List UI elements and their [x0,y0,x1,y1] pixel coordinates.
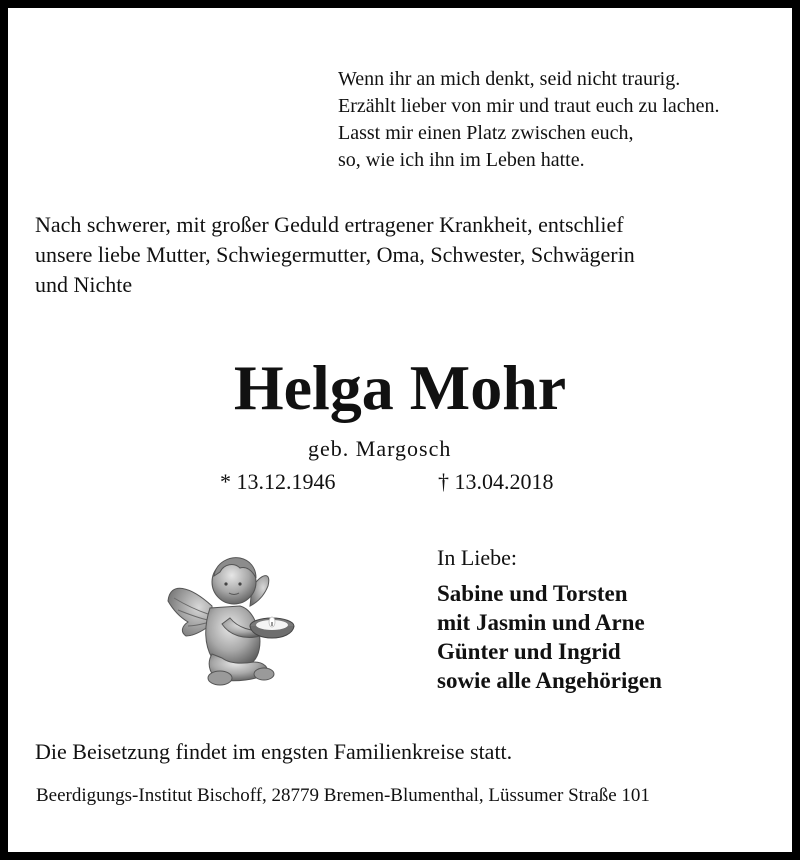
intro-text [35,210,635,300]
deceased-name: Helga Mohr [233,352,567,423]
mourners-list [437,579,662,695]
mourner-line: Günter und Ingrid [437,639,621,664]
mourner-line: mit Jasmin und Arne [437,610,645,635]
maiden-name: geb. Margosch [308,436,452,461]
in-love-label: In Liebe: [437,545,518,570]
poem-line: Erzählt lieber von mir und traut euch zu lachen. [338,95,720,117]
mourner-line: Sabine und Torsten [437,581,628,606]
intro-line: und Nichte [35,272,133,297]
death-date: † 13.04.2018 [438,469,554,494]
intro-line: Nach schwerer, mit großer Geduld ertragener Krankheit, entschlief [35,212,624,237]
birth-date: * 13.12.1946 [220,469,336,494]
angel-candle-icon [160,546,310,691]
poem-line: Lasst mir einen Platz zwischen euch, [338,122,634,144]
poem-line: so, wie ich ihn im Leben hatte. [338,149,585,171]
burial-note: Die Beisetzung findet im engsten Familienkreise statt. [35,739,513,764]
intro-line: unsere liebe Mutter, Schwiegermutter, Oma, Schwester, Schwägerin [35,242,635,267]
memorial-poem [338,66,720,174]
poem-line: Wenn ihr an mich denkt, seid nicht traurig. [338,68,681,90]
mourner-line: sowie alle Angehörigen [437,668,662,693]
funeral-home-address: Beerdigungs-Institut Bischoff, 28779 Bremen-Blumenthal, Lüssumer Straße 101 [36,785,650,806]
